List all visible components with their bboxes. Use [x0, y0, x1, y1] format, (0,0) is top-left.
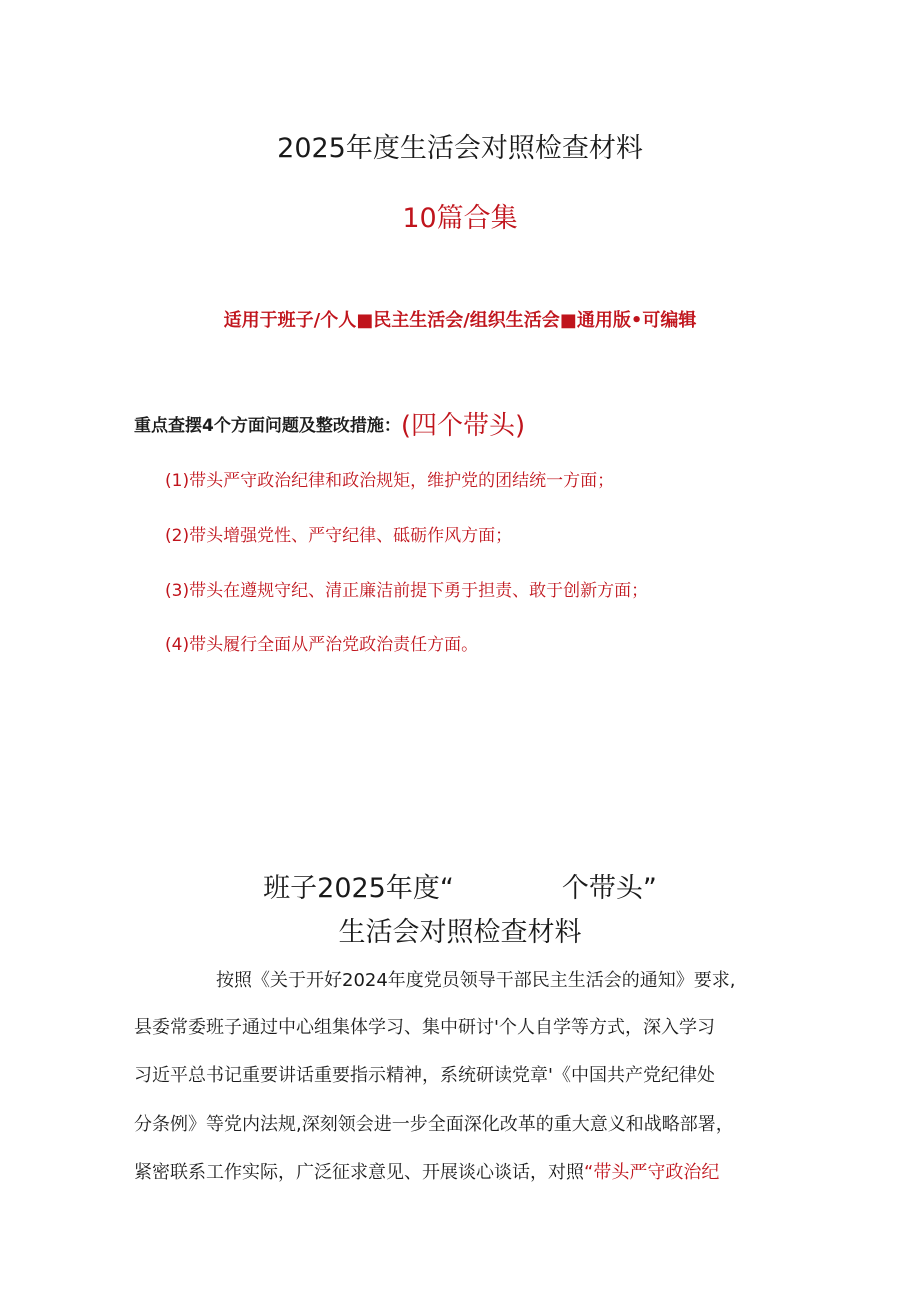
paragraph-line: 分条例》等党内法规,深刻领会进一步全面深化改革的重大意义和战略部署， — [134, 1114, 734, 1135]
paragraph-line: 按照《关于开好2024年度党员领导干部民主生活会的通知》要求, — [216, 970, 736, 991]
focus-item: (4)带头履行全面从严治党政治责任方面。 — [165, 635, 479, 655]
paragraph-line: 习近平总书记重要讲话重要指示精神，系统研读党章'《中国共产党纪律处 — [134, 1065, 715, 1086]
section-title-line2: 生活会对照检查材料 — [338, 917, 582, 948]
focus-item: (3)带头在遵规守纪、清正廉洁前提下勇于担责、敢于创新方面； — [165, 581, 649, 601]
document-subtitle: 10篇合集 — [402, 203, 518, 234]
section-title-part1: 班子2025年度“ — [263, 873, 454, 904]
focus-heading — [134, 402, 525, 439]
scope-line: 适用于班子/个人■民主生活会/组织生活会■通用版•可编辑 — [223, 310, 697, 331]
section-title — [0, 866, 920, 905]
focus-heading-highlight: (四个带头) — [400, 411, 526, 441]
focus-heading-text: 重点查摆4个方面问题及整改措施： — [134, 416, 401, 436]
focus-item: (1)带头严守政治纪律和政治规矩，维护党的团结统一方面； — [165, 471, 615, 491]
section-title-part2: 个带头” — [561, 873, 657, 904]
focus-item: (2)带头增强党性、严守纪律、砥砺作风方面； — [165, 526, 513, 546]
paragraph-line: 县委常委班子通过中心组集体学习、集中研讨'个人自学等方式，深入学习 — [134, 1017, 715, 1038]
paragraph-line — [134, 1158, 794, 1184]
paragraph-highlight: “带头严守政治纪 — [584, 1162, 720, 1183]
paragraph-line-text: 紧密联系工作实际，广泛征求意见、开展谈心谈话，对照 — [134, 1162, 584, 1183]
document-title: 2025年度生活会对照检查材料 — [277, 133, 643, 164]
